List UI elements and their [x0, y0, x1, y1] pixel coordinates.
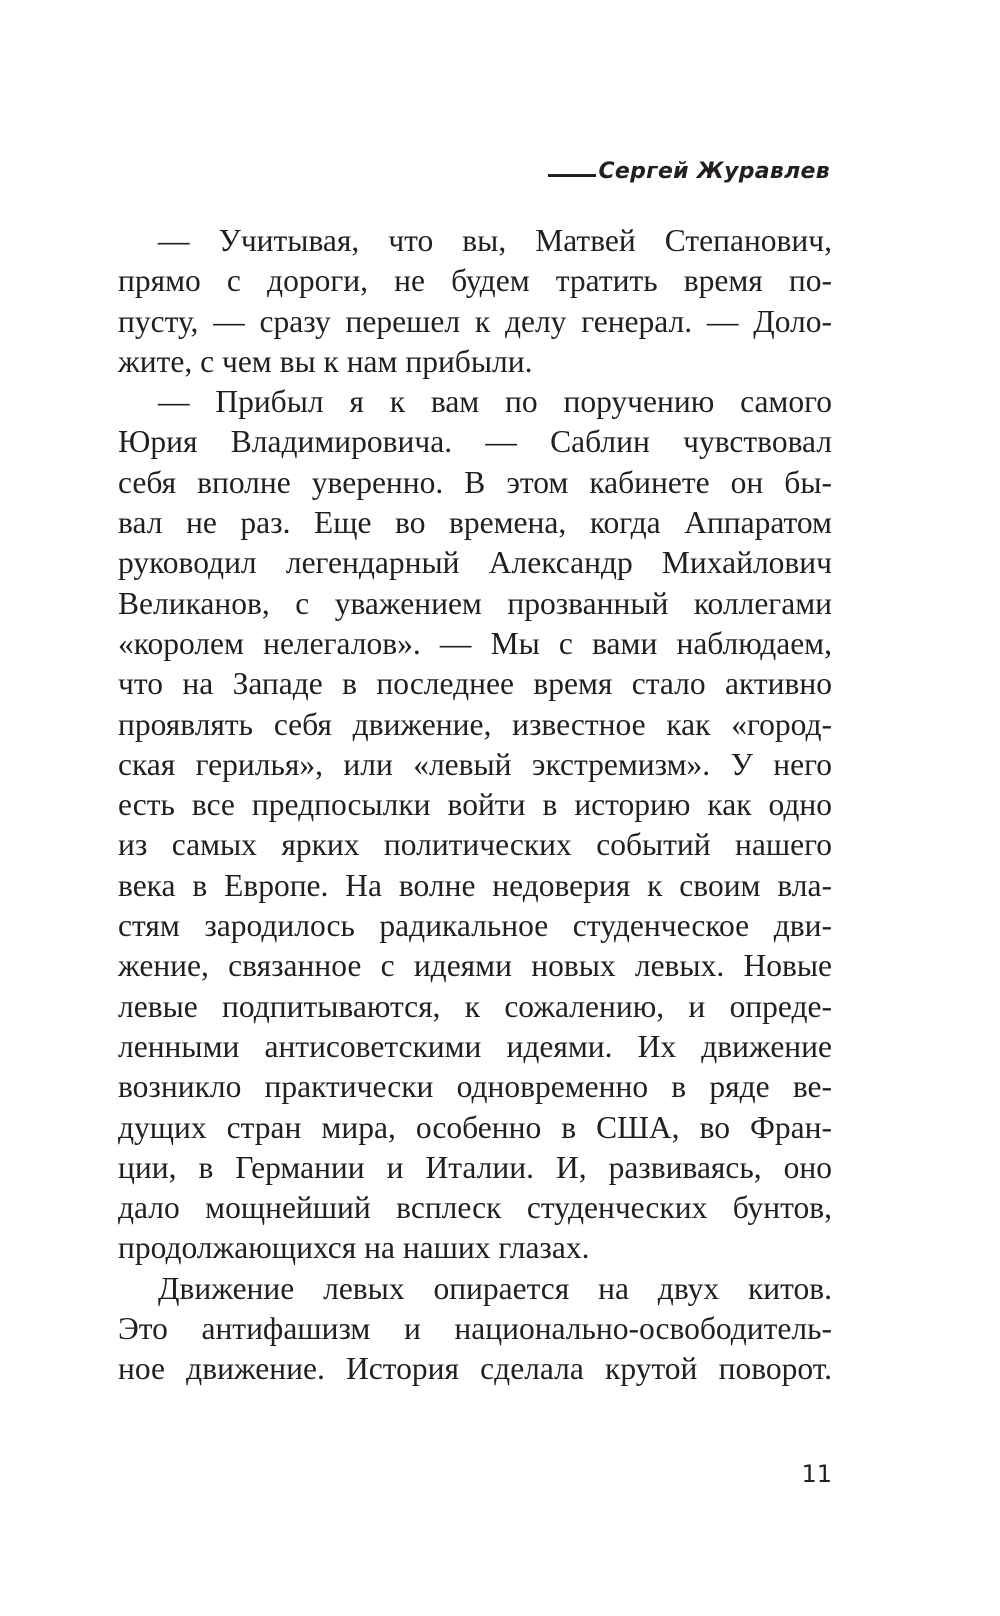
text-line: ленными антисоветскими идеями. Их движение: [118, 1028, 832, 1064]
text-line: Великанов, с уважением прозванный коллегами: [118, 585, 832, 621]
text-line: ное движение. История сделала крутой поворот.: [118, 1351, 832, 1387]
text-line: руководил легендарный Александр Михайлович: [118, 545, 832, 581]
text-line: «королем нелегалов». — Мы с вами наблюдаем,: [118, 625, 832, 661]
running-header: [540, 148, 830, 184]
text-line: левые подпитываются, к сожалению, и опреде-: [118, 988, 832, 1024]
text-line: дало мощнейший всплеск студенческих бунтов,: [118, 1190, 832, 1226]
text-line: жите, с чем вы к нам прибыли.: [118, 343, 533, 379]
text-line: из самых ярких политических событий нашего: [118, 827, 832, 863]
text-line: дущих стран мира, особенно в США, во Фран-: [118, 1109, 832, 1145]
paragraph: [118, 1269, 832, 1390]
text-line: себя вполне уверенно. В этом кабинете он бы-: [118, 464, 832, 500]
page-number: 11: [801, 1460, 832, 1488]
text-line: ская герилья», или «левый экстремизм». У него: [118, 746, 832, 782]
text-line: возникло практически одновременно в ряде ве-: [118, 1069, 832, 1105]
text-line: прямо с дороги, не будем тратить время по-: [118, 263, 832, 299]
text-line: Движение левых опирается на двух китов.: [158, 1270, 832, 1306]
text-line: проявлять себя движение, известное как «город-: [118, 706, 832, 742]
paragraph: [118, 221, 832, 382]
body-text: [118, 221, 832, 1390]
text-line: пусту, — сразу перешел к делу генерал. — Доло-: [118, 303, 832, 339]
header-rule: [548, 174, 596, 177]
text-line: века в Европе. На волне недоверия к своим вла-: [118, 867, 832, 903]
text-line: есть все предпосылки войти в историю как одно: [118, 787, 832, 823]
text-line: вал не раз. Еще во времена, когда Аппаратом: [118, 505, 832, 541]
text-line: — Учитывая, что вы, Матвей Степанович,: [158, 223, 832, 258]
text-line: — Прибыл я к вам по поручению самого: [158, 384, 832, 420]
paragraph: [118, 382, 832, 1269]
header-author: Сергей Журавлев: [598, 159, 830, 184]
text-line: Юрия Владимировича. — Саблин чувствовал: [118, 424, 832, 460]
text-line: жение, связанное с идеями новых левых. Новые: [118, 948, 832, 984]
text-line: Это антифашизм и национально-освободитель-: [118, 1311, 832, 1347]
text-line: продолжающихся на наших глазах.: [118, 1230, 590, 1266]
text-line: что на Западе в последнее время стало активно: [118, 666, 832, 702]
text-line: стям зародилось радикальное студенческое дви-: [118, 908, 832, 944]
text-line: ции, в Германии и Италии. И, развиваясь, оно: [118, 1149, 832, 1185]
